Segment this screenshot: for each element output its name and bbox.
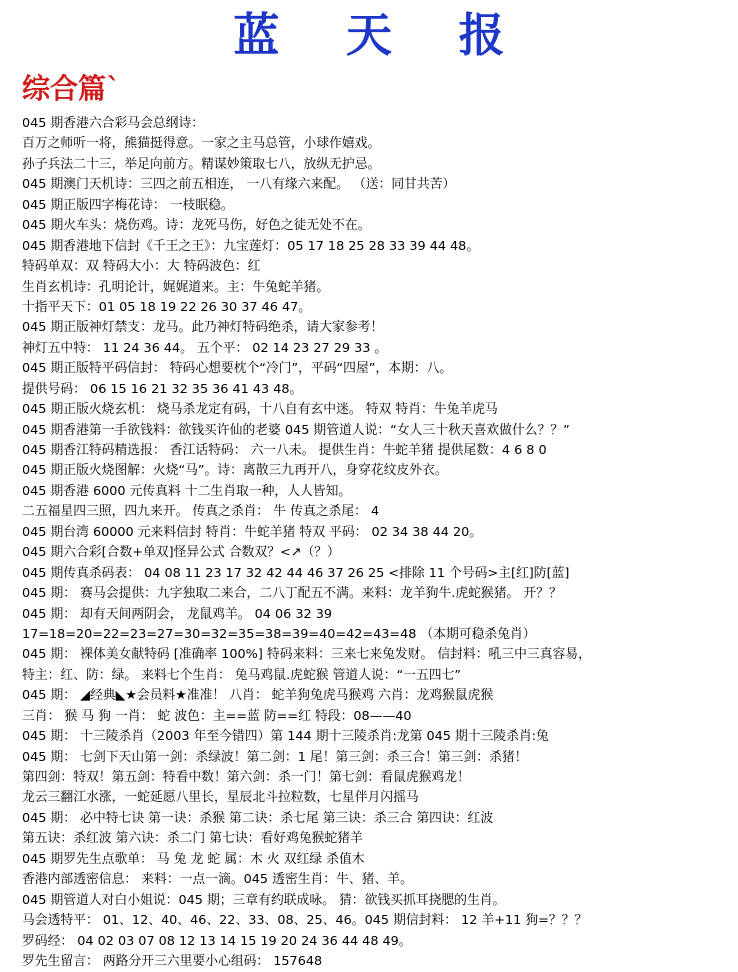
text-line: 17=18=20=22=23=27=30=32=35=38=39=40=42=43=48 （本期可稳杀兔肖） [22,626,536,642]
text-line: 神灯五中特： 11 24 36 44。 五个平： 02 14 23 27 29 33 。 [22,340,388,356]
text-line: 045 期： 七剑下天山第一剑：杀绿波！第二剑：1 尾！第三剑：杀三合！第三剑：杀猪！ [22,749,528,765]
text-line: 二五福星四三照，四九来开。 传真之杀肖： 牛 传真之杀尾： 4 [22,504,380,520]
masthead [0,8,738,62]
text-line: 045 期： 必中特七诀 第一诀：杀猴 第二诀：杀七尾 第三诀：杀三合 第四诀：红波 [22,810,494,826]
text-line: 罗先生留言： 两路分开三六里要小心组码： 157648 [22,953,323,969]
text-line: 罗码经： 04 02 03 07 08 12 13 14 15 19 20 24 36 44 48 49。 [22,933,412,949]
text-line: 045 期正版火烧玄机： 烧马杀龙定有码，十八自有玄中迷。 特双 特肖：牛兔羊虎马 [22,402,498,418]
text-line: 045 期： 裸体美女献特码 [准确率 100%] 特码来料：三来七来兔发财。 信封料：吼三中三真容易， [22,647,591,663]
text-line: 045 期： 十三陵杀肖（2003 年至今错四）第 144 期十三陵杀肖:龙第 045 期十三陵杀肖:兔 [22,729,549,745]
text-line: 045 期香港六合彩马会总纲诗： [22,116,205,131]
text-line: 045 期火车头：烧伤鸡。诗：龙死马伤，好色之徒无处不在。 [22,218,371,234]
text-line: 045 期罗先生点歌单： 马 兔 龙 蛇 属：木 火 双红绿 杀值木 [22,851,365,867]
text-line: 045 期正版神灯禁支：龙马。此乃神灯特码绝杀，请大家参考！ [22,320,384,336]
text-line: 045 期台湾 60000 元来料信封 特肖：牛蛇羊猪 特双 平码： 02 34 38 44 20。 [22,524,483,540]
article-body [22,114,734,972]
text-line: 045 期澳门天机诗：三四之前五相连， 一八有缘六来配。 （送：同甘共苦） [22,177,456,193]
section-title: 综合篇` [22,72,121,105]
text-line: 十指平天下：01 05 18 19 22 26 30 37 46 47。 [22,299,312,315]
text-line: 045 期六合彩[合数+单双]怪异公式 合数双？<↗（？） [22,545,340,561]
text-line: 第四剑：特双！第五剑：特看中数！第六剑：杀一门！第七剑：看鼠虎猴鸡龙！ [22,770,470,785]
text-line: 百万之师听一将，熊猫挺得意。一家之主马总管，小球作嬉戏。 [22,136,381,152]
text-line: 045 期正版火烧图解：火烧“马”。诗：离散三九再开八，身穿花纹皮外衣。 [22,463,448,479]
text-line: 045 期香港 6000 元传真料 十二生肖取一种，人人皆知。 [22,483,352,499]
text-line: 045 期管道人对白小姐说：045 期；三章有约联成咏。 猜：欲钱买抓耳挠腮的生肖。 [22,892,506,908]
text-line: 045 期传真杀码表： 04 08 11 23 17 32 42 44 46 37 26 25 <排除 11 个号码>主[红]防[蓝] [22,565,570,581]
text-line: 三肖： 猴 马 狗 一肖： 蛇 波色：主==蓝 防==红 特段：08——40 [22,708,412,724]
text-line: 生肖玄机诗：孔明论计，娓娓道来。主：牛兔蛇羊猪。 [22,279,330,295]
text-line: 提供号码： 06 15 16 21 32 35 36 41 43 48。 [22,381,303,397]
text-line: 045 期： 赛马会提供：九字独取二来合，二八丁配五不满。来料：龙羊狗牛.虎蛇猴猪。 开？？ [22,586,562,602]
text-line: 045 期香港地下信封《千王之王》：九宝莲灯：05 17 18 25 28 33 39 44 48。 [22,238,480,254]
text-line: 香港内部透密信息： 来料：一点一滴。045 透密生肖：牛、猪、羊。 [22,872,413,888]
text-line: 045 期香港第一手欲钱料：欲钱买许仙的老婆 045 期管道人说：“女人三十秋天喜欢做什么？？” [22,422,570,438]
text-line: 孙子兵法二十三，举足向前方。精谋妙策取七八，放纵无护忌。 [22,156,381,172]
text-line: 045 期： ◢经典◣★会员料★准准！ 八肖： 蛇羊狗兔虎马猴鸡 六肖：龙鸡猴鼠虎猴 [22,688,494,704]
text-line: 龙云三翻江水涨，一蛇延愿八里长，星辰北斗拉粒数，七星伴月闪摇马 [22,790,419,806]
text-line: 第五诀：杀红波 第六诀：杀二门 第七诀：看好鸡兔猴蛇猪羊 [22,831,363,847]
newspaper-title: 蓝 天 报 [233,8,530,62]
text-line: 马会透特平： 01、12、40、46、22、33、08、25、46。045 期信封料： 12 羊+11 狗=？？？ [22,913,588,929]
text-line: 特主：红、防：绿。 来料七个生肖： 兔马鸡鼠.虎蛇猴 管道人说：“一五四七” [22,667,462,683]
text-line: 045 期： 却有天间两阴会， 龙鼠鸡羊。 04 06 32 39 [22,606,332,622]
text-line: 特码单双：双 特码大小：大 特码波色：红 [22,259,261,275]
text-line: 045 期香江特码精选报： 香江话特码： 六一八未。 提供生肖：牛蛇羊猪 提供尾数：4 6 8 0 [22,443,547,458]
text-line: 045 期正版特平码信封： 特码心想要枕个“冷门”，平码“四屋”，本期：八。 [22,361,453,377]
text-line: 045 期正版四字梅花诗： 一枝眠稳。 [22,197,234,213]
